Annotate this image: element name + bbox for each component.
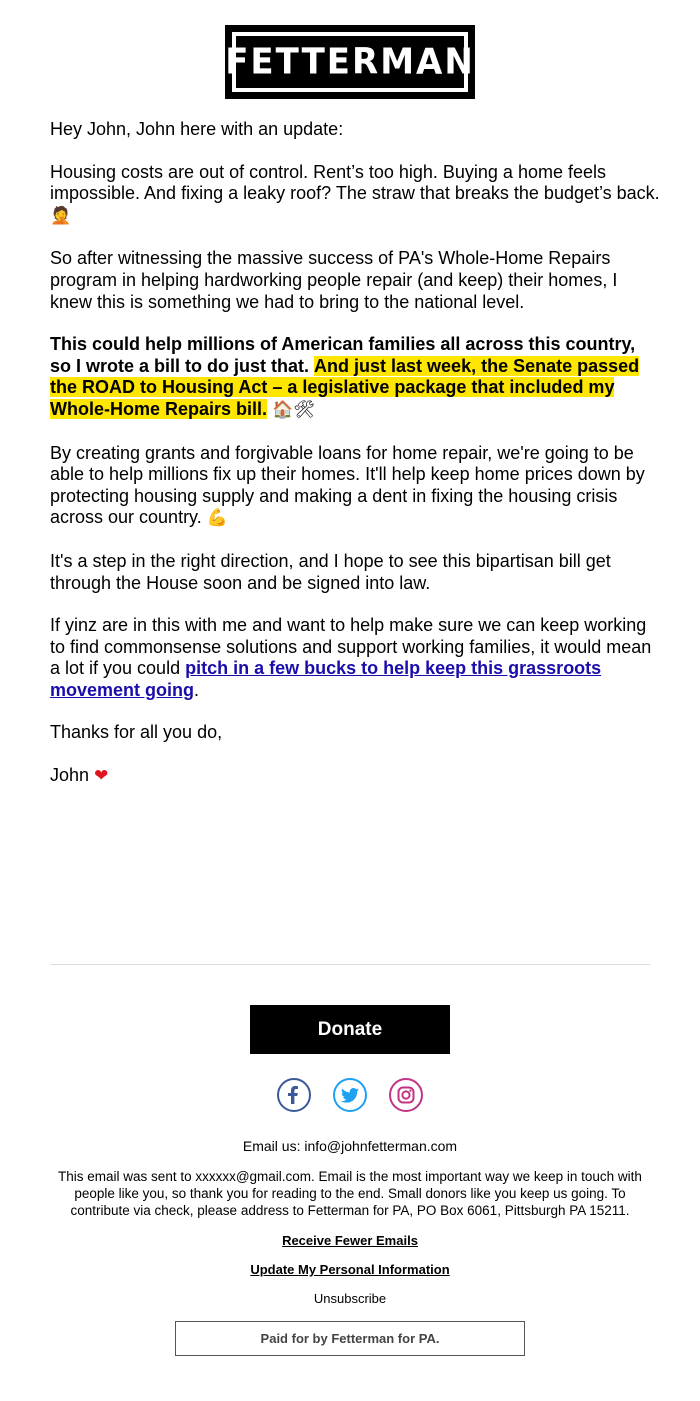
- greeting: Hey John, John here with an update:: [50, 119, 344, 139]
- legal-notice: This email was sent to xxxxxx@gmail.com. Email is the most important way we keep in touch with people like you, so thank you for reading to the end. Small donors like you keep us going. To contribute via check, please address to Fetterman for PA, PO Box 6061, Pittsburgh PA 15211.: [58, 1169, 642, 1218]
- paid-for-disclaimer: Paid for by Fetterman for PA.: [175, 1321, 525, 1356]
- email-body: [50, 119, 660, 809]
- instagram-icon[interactable]: [389, 1078, 423, 1112]
- logo-text: FETTERMAN: [225, 41, 475, 83]
- donate-link[interactable]: pitch in a few bucks to help keep this grassroots movement going: [50, 658, 602, 700]
- twitter-icon[interactable]: [333, 1078, 367, 1112]
- paragraph-bill: This could help millions of American families all across this country, so I wrote a bill to do just that. And just last week, the Senate passed the ROAD to Housing Act – a legislative package that included my Whole-Home Repairs bill. 🏠🛠: [50, 334, 640, 420]
- hammer-wrench-icon: 🛠: [293, 399, 315, 420]
- update-info-row: [0, 1261, 700, 1278]
- woman-facepalming-icon: 🤦: [50, 205, 72, 226]
- highlighted-text: And just last week, the Senate passed the ROAD to Housing Act – a legislative package that included my Whole-Home Repairs bill.: [50, 355, 640, 419]
- red-heart-icon: ❤: [94, 766, 109, 787]
- email-us-text: Email us: info@johnfetterman.com: [242, 1138, 458, 1154]
- footer-divider: [50, 964, 650, 965]
- paragraph-grants: By creating grants and forgivable loans for home repair, we're going to be able to help millions fix up their homes. It'll help keep home prices down by protecting housing supply and making a dent in fixing the housing crisis across our country. 💪: [50, 442, 645, 529]
- donate-button[interactable]: Donate: [250, 1005, 450, 1054]
- signature: John ❤: [50, 765, 109, 787]
- facebook-icon[interactable]: [277, 1078, 311, 1112]
- receive-fewer-emails-link[interactable]: Receive Fewer Emails: [282, 1233, 418, 1248]
- fetterman-logo: [225, 25, 475, 99]
- logo-frame: [225, 32, 475, 92]
- paragraph-housing-costs: Housing costs are out of control. Rent’s too high. Buying a home feels impossible. And fixing a leaky roof? The straw that breaks the budget’s back. 🤦: [50, 161, 660, 226]
- paragraph-pa-program: So after witnessing the massive success of PA's Whole-Home Repairs program in helping hardworking people repair (and keep) their homes, I knew this is something we had to bring to the national level.: [50, 248, 618, 312]
- flexed-biceps-icon: 💪: [206, 508, 228, 529]
- paragraph-ask: If yinz are in this with me and want to help make sure we can keep working to find commonsense solutions and support working families, it would mean a lot if you could pitch in a few bucks to help keep this grassroots movement going.: [50, 615, 652, 700]
- unsubscribe-link[interactable]: Unsubscribe: [313, 1291, 387, 1306]
- house-icon: 🏠: [272, 399, 294, 420]
- paragraph-step: It's a step in the right direction, and I hope to see this bipartisan bill get through the House soon and be signed into law.: [50, 550, 611, 593]
- receive-fewer-row: [0, 1232, 700, 1249]
- signoff: Thanks for all you do,: [50, 722, 223, 743]
- update-personal-info-link[interactable]: Update My Personal Information: [250, 1262, 450, 1277]
